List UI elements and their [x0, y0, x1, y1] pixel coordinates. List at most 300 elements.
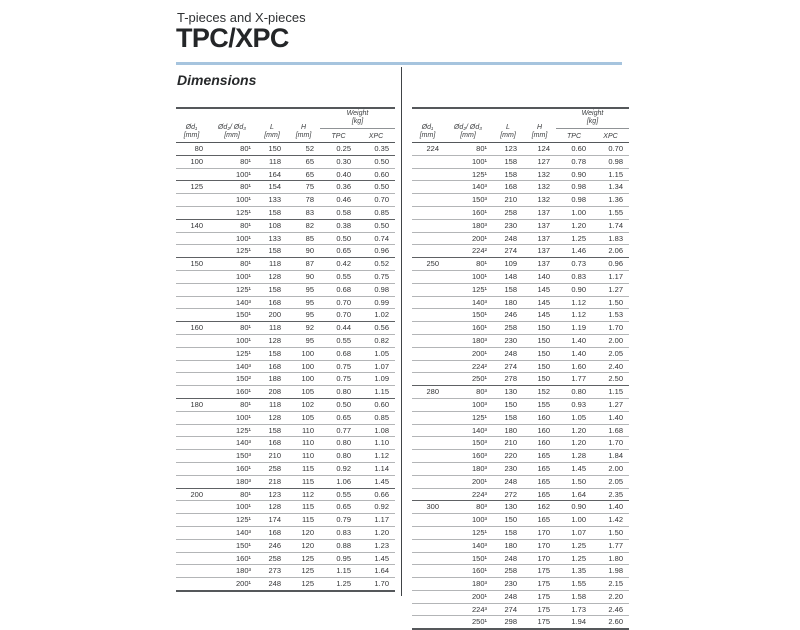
table-row: [176, 206, 395, 219]
cell-tpc: 1.19: [556, 322, 592, 335]
cell-H: 137: [523, 219, 556, 232]
cell-xpc: 1.08: [357, 424, 395, 437]
cell-tpc: 1.73: [556, 603, 592, 616]
cell-xpc: 0.35: [374, 144, 390, 153]
cell-d2d3: 80¹: [207, 181, 257, 194]
table-row: [176, 552, 395, 565]
cell-d2d3: 224²: [443, 245, 493, 258]
cell-tpc: 1.40: [556, 334, 592, 347]
cell-tpc: 1.15: [320, 565, 357, 578]
cell-tpc: 0.98: [556, 194, 592, 207]
cell-d2d3: 100¹: [207, 501, 257, 514]
cell-tpc: 0.38: [320, 219, 357, 232]
cell-L: 150: [268, 144, 281, 153]
cell-L: 148: [493, 270, 523, 283]
cell-L: 133: [257, 194, 287, 207]
cell-d2d3: 140³: [443, 296, 493, 309]
cell-d2d3: 160¹: [443, 322, 493, 335]
table-row: [176, 194, 395, 207]
cell-tpc: 1.12: [556, 296, 592, 309]
table-row: [176, 143, 395, 156]
cell-d1: [176, 296, 207, 309]
cell-H: 132: [523, 181, 556, 194]
cell-L: 218: [257, 475, 287, 488]
cell-L: 168: [257, 296, 287, 309]
section-title: Dimensions: [177, 72, 257, 88]
cell-tpc: 0.25: [336, 144, 351, 153]
cell-L: 118: [257, 322, 287, 335]
cell-L: 180: [493, 539, 523, 552]
cell-tpc: 1.50: [556, 475, 592, 488]
cell-d1: [412, 373, 443, 386]
cell-d1: [412, 578, 443, 591]
cell-d2d3: 100¹: [207, 411, 257, 424]
cell-tpc: 1.77: [556, 373, 592, 386]
cell-d2d3: 125¹: [443, 526, 493, 539]
cell-d2d3: 224³: [443, 488, 493, 501]
cell-xpc: 0.70: [357, 194, 395, 207]
table-row: [412, 373, 629, 386]
cell-L: 258: [493, 206, 523, 219]
cell-L: 246: [257, 539, 287, 552]
cell-L: 210: [493, 437, 523, 450]
cell-tpc: 1.07: [556, 526, 592, 539]
cell-L: 180: [493, 296, 523, 309]
cell-L: 210: [257, 450, 287, 463]
cell-d1: [176, 437, 207, 450]
table-row: [412, 143, 629, 156]
cell-L: 258: [257, 552, 287, 565]
cell-H: 110: [287, 437, 320, 450]
cell-d2d3: 100¹: [443, 155, 493, 168]
cell-d2d3: 100¹: [207, 168, 257, 181]
cell-xpc: 1.50: [592, 296, 629, 309]
cell-d2d3: 80¹: [207, 219, 257, 232]
cell-d2d3: 200¹: [443, 347, 493, 360]
cell-xpc: 1.12: [357, 450, 395, 463]
cell-H: 150: [523, 360, 556, 373]
cell-d2d3: 160¹: [443, 565, 493, 578]
cell-d2d3: 250¹: [443, 616, 493, 629]
cell-tpc: 0.68: [320, 283, 357, 296]
cell-L: 158: [257, 283, 287, 296]
cell-d1: 200: [176, 488, 207, 501]
table-row: [176, 411, 395, 424]
cell-d2d3: 80¹: [207, 488, 257, 501]
cell-d1: [176, 373, 207, 386]
cell-xpc: 0.85: [357, 411, 395, 424]
table-row: [412, 590, 629, 603]
column-divider: [401, 67, 402, 596]
col-header-weight: Weight [kg]: [320, 108, 395, 129]
col-header-xpc: XPC: [592, 129, 629, 143]
table-row: [412, 309, 629, 322]
table-row: [412, 526, 629, 539]
cell-d1: [176, 526, 207, 539]
cell-tpc: 0.70: [320, 309, 357, 322]
table-row: [412, 424, 629, 437]
cell-xpc: 1.14: [357, 462, 395, 475]
cell-xpc: 1.40: [592, 501, 629, 514]
cell-tpc: 0.36: [320, 181, 357, 194]
cell-H: 145: [523, 296, 556, 309]
cell-d1: [412, 360, 443, 373]
cell-L: 168: [257, 360, 287, 373]
cell-H: 165: [523, 462, 556, 475]
cell-d1: [412, 181, 443, 194]
cell-H: 137: [523, 258, 556, 271]
cell-d2d3: 180³: [443, 219, 493, 232]
cell-tpc: 0.98: [556, 181, 592, 194]
cell-tpc: 1.46: [556, 245, 592, 258]
cell-L: 123: [504, 144, 517, 153]
cell-d1: [412, 245, 443, 258]
table-row: [412, 552, 629, 565]
cell-H: 150: [523, 347, 556, 360]
table-body: [176, 143, 395, 591]
cell-xpc: 0.75: [357, 270, 395, 283]
cell-tpc: 0.55: [320, 488, 357, 501]
cell-L: 210: [493, 194, 523, 207]
col-header-xpc: XPC: [357, 129, 395, 143]
cell-d1: [412, 462, 443, 475]
cell-L: 274: [493, 245, 523, 258]
cell-tpc: 1.25: [556, 539, 592, 552]
cell-tpc: 0.46: [320, 194, 357, 207]
cell-xpc: 1.70: [592, 437, 629, 450]
cell-L: 208: [257, 386, 287, 399]
cell-L: 123: [257, 488, 287, 501]
cell-xpc: 0.52: [357, 258, 395, 271]
cell-tpc: 0.80: [320, 450, 357, 463]
table-row: [176, 322, 395, 335]
table-row: [412, 360, 629, 373]
cell-L: 230: [493, 578, 523, 591]
cell-tpc: 0.75: [320, 360, 357, 373]
cell-H: 52: [305, 144, 314, 153]
cell-H: 137: [523, 232, 556, 245]
table-row: [176, 475, 395, 488]
cell-d1: [412, 334, 443, 347]
cell-d2d3: 80³: [443, 501, 493, 514]
cell-d2d3: 140³: [207, 296, 257, 309]
cell-d1: [176, 283, 207, 296]
table-row: [412, 578, 629, 591]
table-row: [412, 411, 629, 424]
table-row: [412, 398, 629, 411]
cell-H: 100: [287, 347, 320, 360]
cell-tpc: 0.70: [320, 296, 357, 309]
cell-xpc: 1.17: [357, 514, 395, 527]
cell-d1: [412, 603, 443, 616]
cell-tpc: 1.20: [556, 424, 592, 437]
cell-H: 145: [523, 283, 556, 296]
cell-xpc: 1.23: [357, 539, 395, 552]
cell-H: 127: [523, 155, 556, 168]
cell-H: 165: [523, 450, 556, 463]
cell-L: 274: [493, 603, 523, 616]
cell-d1: [412, 398, 443, 411]
table-row: [412, 155, 629, 168]
cell-d1: [412, 347, 443, 360]
cell-tpc: 1.35: [556, 565, 592, 578]
cell-H: 87: [287, 258, 320, 271]
cell-tpc: 0.44: [320, 322, 357, 335]
cell-xpc: 1.42: [592, 514, 629, 527]
cell-d2d3: 80¹: [207, 258, 257, 271]
cell-H: 160: [523, 411, 556, 424]
cell-d1: [412, 296, 443, 309]
table-row: [176, 360, 395, 373]
cell-H: 105: [287, 386, 320, 399]
cell-H: 175: [523, 616, 556, 629]
cell-d1: [176, 360, 207, 373]
cell-H: 110: [287, 450, 320, 463]
cell-d1: 100: [176, 155, 207, 168]
cell-d2d3: 150³: [443, 437, 493, 450]
table-row: [176, 334, 395, 347]
cell-H: 175: [523, 590, 556, 603]
cell-xpc: 0.66: [357, 488, 395, 501]
cell-L: 248: [493, 475, 523, 488]
cell-L: 158: [257, 347, 287, 360]
cell-H: 175: [523, 578, 556, 591]
cell-d2d3: 160³: [443, 450, 493, 463]
cell-xpc: 0.56: [357, 322, 395, 335]
cell-xpc: 1.55: [592, 206, 629, 219]
cell-d2d3: 150¹: [207, 539, 257, 552]
cell-d1: [176, 552, 207, 565]
cell-xpc: 2.46: [592, 603, 629, 616]
cell-d1: [412, 514, 443, 527]
cell-L: 168: [257, 526, 287, 539]
cell-H: 137: [523, 245, 556, 258]
cell-xpc: 2.20: [592, 590, 629, 603]
cell-d2d3: 160¹: [207, 552, 257, 565]
cell-xpc: 0.60: [357, 398, 395, 411]
cell-d1: [412, 283, 443, 296]
cell-H: 155: [523, 398, 556, 411]
table-row: [412, 168, 629, 181]
cell-d1: [412, 552, 443, 565]
table-row: [176, 373, 395, 386]
cell-H: 85: [287, 232, 320, 245]
cell-H: 65: [287, 168, 320, 181]
cell-d1: [176, 411, 207, 424]
cell-H: 83: [287, 206, 320, 219]
cell-d1: [176, 565, 207, 578]
cell-L: 133: [257, 232, 287, 245]
cell-d2d3: 140³: [207, 437, 257, 450]
cell-d2d3: 140³: [443, 539, 493, 552]
cell-H: 115: [287, 475, 320, 488]
cell-H: 78: [287, 194, 320, 207]
cell-d2d3: 100¹: [207, 270, 257, 283]
cell-L: 118: [257, 258, 287, 271]
cell-xpc: 1.80: [592, 552, 629, 565]
cell-L: 230: [493, 219, 523, 232]
cell-tpc: 0.65: [320, 245, 357, 258]
cell-xpc: 1.05: [357, 347, 395, 360]
cell-tpc: 1.25: [320, 578, 357, 591]
cell-d1: [412, 168, 443, 181]
cell-d2d3: 100³: [443, 398, 493, 411]
cell-xpc: 1.77: [592, 539, 629, 552]
cell-L: 278: [493, 373, 523, 386]
cell-tpc: 1.94: [556, 616, 592, 629]
cell-d1: [412, 475, 443, 488]
cell-H: 145: [523, 309, 556, 322]
cell-xpc: 1.98: [592, 565, 629, 578]
cell-H: 115: [287, 501, 320, 514]
cell-xpc: 0.70: [608, 144, 624, 153]
page-title: TPC/XPC: [176, 23, 289, 53]
cell-xpc: 0.92: [357, 501, 395, 514]
table-row: [176, 526, 395, 539]
cell-xpc: 1.27: [592, 283, 629, 296]
cell-H: 165: [523, 488, 556, 501]
cell-L: 158: [493, 155, 523, 168]
cell-H: 90: [287, 270, 320, 283]
cell-L: 248: [493, 347, 523, 360]
cell-H: 132: [523, 194, 556, 207]
cell-H: 120: [287, 539, 320, 552]
table-row: [412, 462, 629, 475]
table-header: [176, 108, 395, 143]
cell-d2d3: 80¹: [207, 322, 257, 335]
cell-tpc: 1.60: [556, 360, 592, 373]
cell-xpc: 1.02: [357, 309, 395, 322]
cell-xpc: 1.64: [357, 565, 395, 578]
col-header-weight: Weight [kg]: [556, 108, 629, 129]
cell-tpc: 0.75: [320, 373, 357, 386]
cell-xpc: 1.45: [357, 475, 395, 488]
table-row: [176, 450, 395, 463]
cell-H: 65: [287, 155, 320, 168]
cell-L: 158: [493, 283, 523, 296]
cell-tpc: 0.88: [320, 539, 357, 552]
cell-d2d3: 100¹: [443, 270, 493, 283]
cell-tpc: 0.68: [320, 347, 357, 360]
cell-tpc: 1.00: [556, 514, 592, 527]
cell-xpc: 1.70: [592, 322, 629, 335]
cell-d2d3: 150¹: [207, 309, 257, 322]
col-header-tpc: TPC: [320, 129, 357, 143]
cell-tpc: 1.28: [556, 450, 592, 463]
col-header-tpc: TPC: [556, 129, 592, 143]
cell-L: 158: [493, 526, 523, 539]
cell-tpc: 0.58: [320, 206, 357, 219]
table-row: [412, 437, 629, 450]
cell-L: 230: [493, 462, 523, 475]
cell-d1: [412, 437, 443, 450]
cell-d1: [176, 245, 207, 258]
cell-H: 95: [287, 296, 320, 309]
table-row: [176, 565, 395, 578]
cell-tpc: 0.65: [320, 501, 357, 514]
cell-H: 170: [523, 539, 556, 552]
cell-d2d3: 100³: [443, 514, 493, 527]
cell-d1: 280: [412, 386, 443, 399]
cell-d1: [176, 424, 207, 437]
cell-tpc: 0.77: [320, 424, 357, 437]
cell-L: 128: [257, 270, 287, 283]
cell-H: 140: [523, 270, 556, 283]
cell-H: 150: [523, 322, 556, 335]
cell-tpc: 0.78: [556, 155, 592, 168]
cell-d2d3: 224²: [443, 360, 493, 373]
cell-xpc: 2.50: [592, 373, 629, 386]
table-body: [412, 143, 629, 630]
cell-d2d3: 150³: [207, 450, 257, 463]
cell-d2d3: 125¹: [207, 347, 257, 360]
cell-xpc: 0.82: [357, 334, 395, 347]
cell-d2d3: 200¹: [443, 475, 493, 488]
table-row: [176, 155, 395, 168]
cell-d2d3: 160¹: [207, 386, 257, 399]
accent-rule: [176, 62, 622, 65]
cell-d2d3: 100¹: [207, 232, 257, 245]
cell-tpc: 0.50: [320, 398, 357, 411]
cell-H: 175: [523, 603, 556, 616]
cell-xpc: 2.35: [592, 488, 629, 501]
table-row: [176, 283, 395, 296]
cell-L: 248: [493, 552, 523, 565]
cell-d1: [412, 309, 443, 322]
cell-d1: 224: [426, 144, 439, 153]
cell-H: 175: [523, 565, 556, 578]
table-row: [412, 296, 629, 309]
table-row: [176, 270, 395, 283]
cell-H: 165: [523, 514, 556, 527]
cell-xpc: 1.45: [357, 552, 395, 565]
cell-L: 298: [493, 616, 523, 629]
cell-d2d3: 125¹: [207, 424, 257, 437]
cell-d1: [176, 578, 207, 591]
table-row: [176, 424, 395, 437]
cell-d1: [412, 155, 443, 168]
cell-tpc: 0.40: [320, 168, 357, 181]
cell-xpc: 1.40: [592, 411, 629, 424]
table-row: [176, 219, 395, 232]
cell-L: 168: [493, 181, 523, 194]
cell-H: 165: [523, 475, 556, 488]
cell-H: 115: [287, 514, 320, 527]
cell-xpc: 2.06: [592, 245, 629, 258]
cell-xpc: 0.98: [592, 155, 629, 168]
cell-xpc: 2.00: [592, 462, 629, 475]
cell-d2d3: 250¹: [443, 373, 493, 386]
cell-d2d3: 100¹: [207, 194, 257, 207]
cell-d1: [176, 270, 207, 283]
cell-d2d3: 140³: [443, 424, 493, 437]
cell-d1: 150: [176, 258, 207, 271]
cell-H: 132: [523, 168, 556, 181]
cell-xpc: 1.68: [592, 424, 629, 437]
cell-tpc: 1.64: [556, 488, 592, 501]
cell-d2d3: 200¹: [207, 578, 257, 591]
cell-d2d3: 150³: [443, 194, 493, 207]
table-row: [176, 232, 395, 245]
cell-L: 180: [493, 424, 523, 437]
cell-H: 150: [523, 373, 556, 386]
cell-d1: [412, 539, 443, 552]
cell-L: 258: [493, 565, 523, 578]
cell-xpc: 2.40: [592, 360, 629, 373]
cell-H: 95: [287, 334, 320, 347]
table-row: [176, 386, 395, 399]
cell-L: 188: [257, 373, 287, 386]
